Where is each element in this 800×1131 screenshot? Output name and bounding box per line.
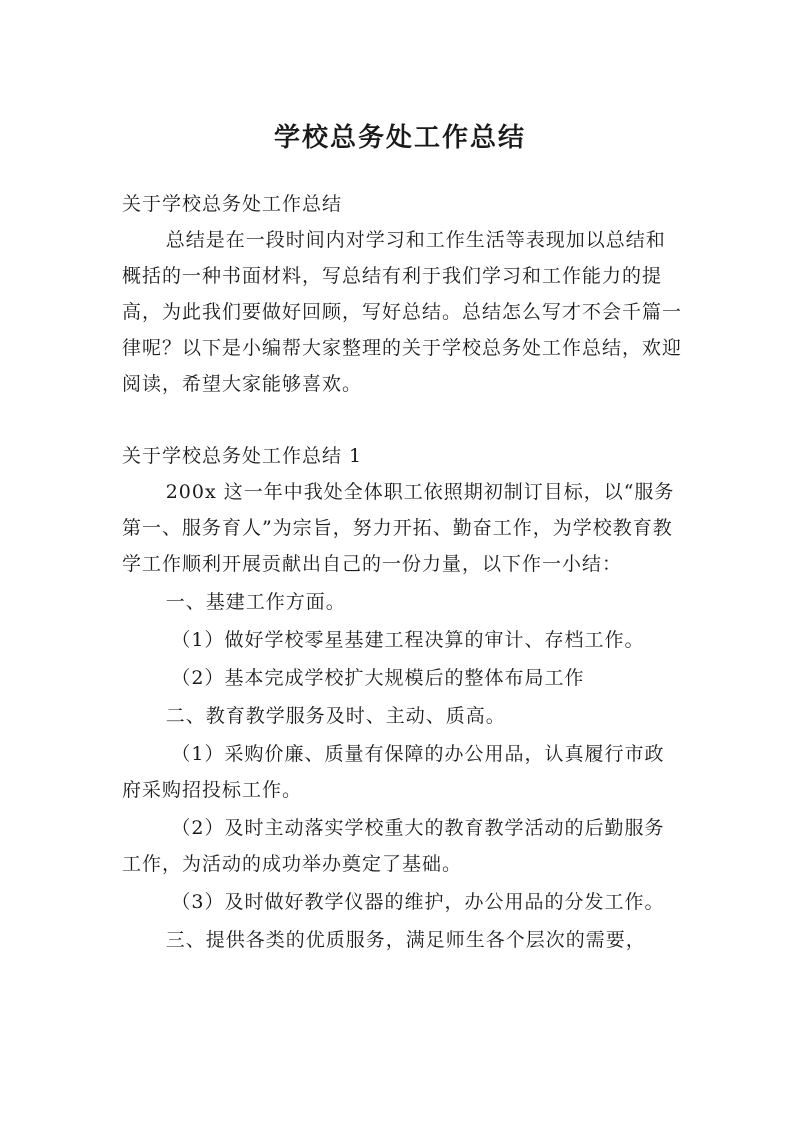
- intro-heading: 关于学校总务处工作总结: [122, 193, 343, 215]
- part1-item1: （1）做好学校零星基建工程决算的审计、存档工作。: [171, 629, 645, 651]
- page-title: 学校总务处工作总结: [273, 123, 526, 154]
- part2-item2: （2）及时主动落实学校重大的教育教学活动的后勤服务工作，为活动的成功举办奠定了基础。: [122, 817, 665, 875]
- section1-paragraph: 200x 这一年中我处全体职工依照期初制订目标，以“服务第一、服务育人”为宗旨，努力开拓、勤奋工作，为学校教育教学工作顺利开展贡献出自己的一份力量，以下作一小结：: [122, 481, 675, 575]
- section1-heading: 关于学校总务处工作总结 1: [122, 445, 363, 467]
- part2-item1: （1）采购价廉、质量有保障的办公用品，认真履行市政府采购招投标工作。: [122, 743, 665, 801]
- part1-item2: （2）基本完成学校扩大规模后的整体布局工作: [171, 667, 585, 689]
- part2-heading: 二、教育教学服务及时、主动、质高。: [165, 705, 506, 727]
- intro-paragraph: 总结是在一段时间内对学习和工作生活等表现加以总结和概括的一种书面材料，写总结有利于我们学习和工作能力的提高，为此我们要做好回顾，写好总结。总结怎么写才不会千篇一律呢？以下是小编帮大家整理的关于学校总务处工作总结，欢迎阅读，希望大家能够喜欢。: [122, 229, 683, 395]
- part3-heading: 三、提供各类的优质服务，满足师生各个层次的需要，: [165, 929, 646, 951]
- part2-item3: （3）及时做好教学仪器的维护，办公用品的分发工作。: [171, 891, 665, 913]
- part1-heading: 一、基建工作方面。: [165, 591, 346, 613]
- document-body: [122, 186, 682, 958]
